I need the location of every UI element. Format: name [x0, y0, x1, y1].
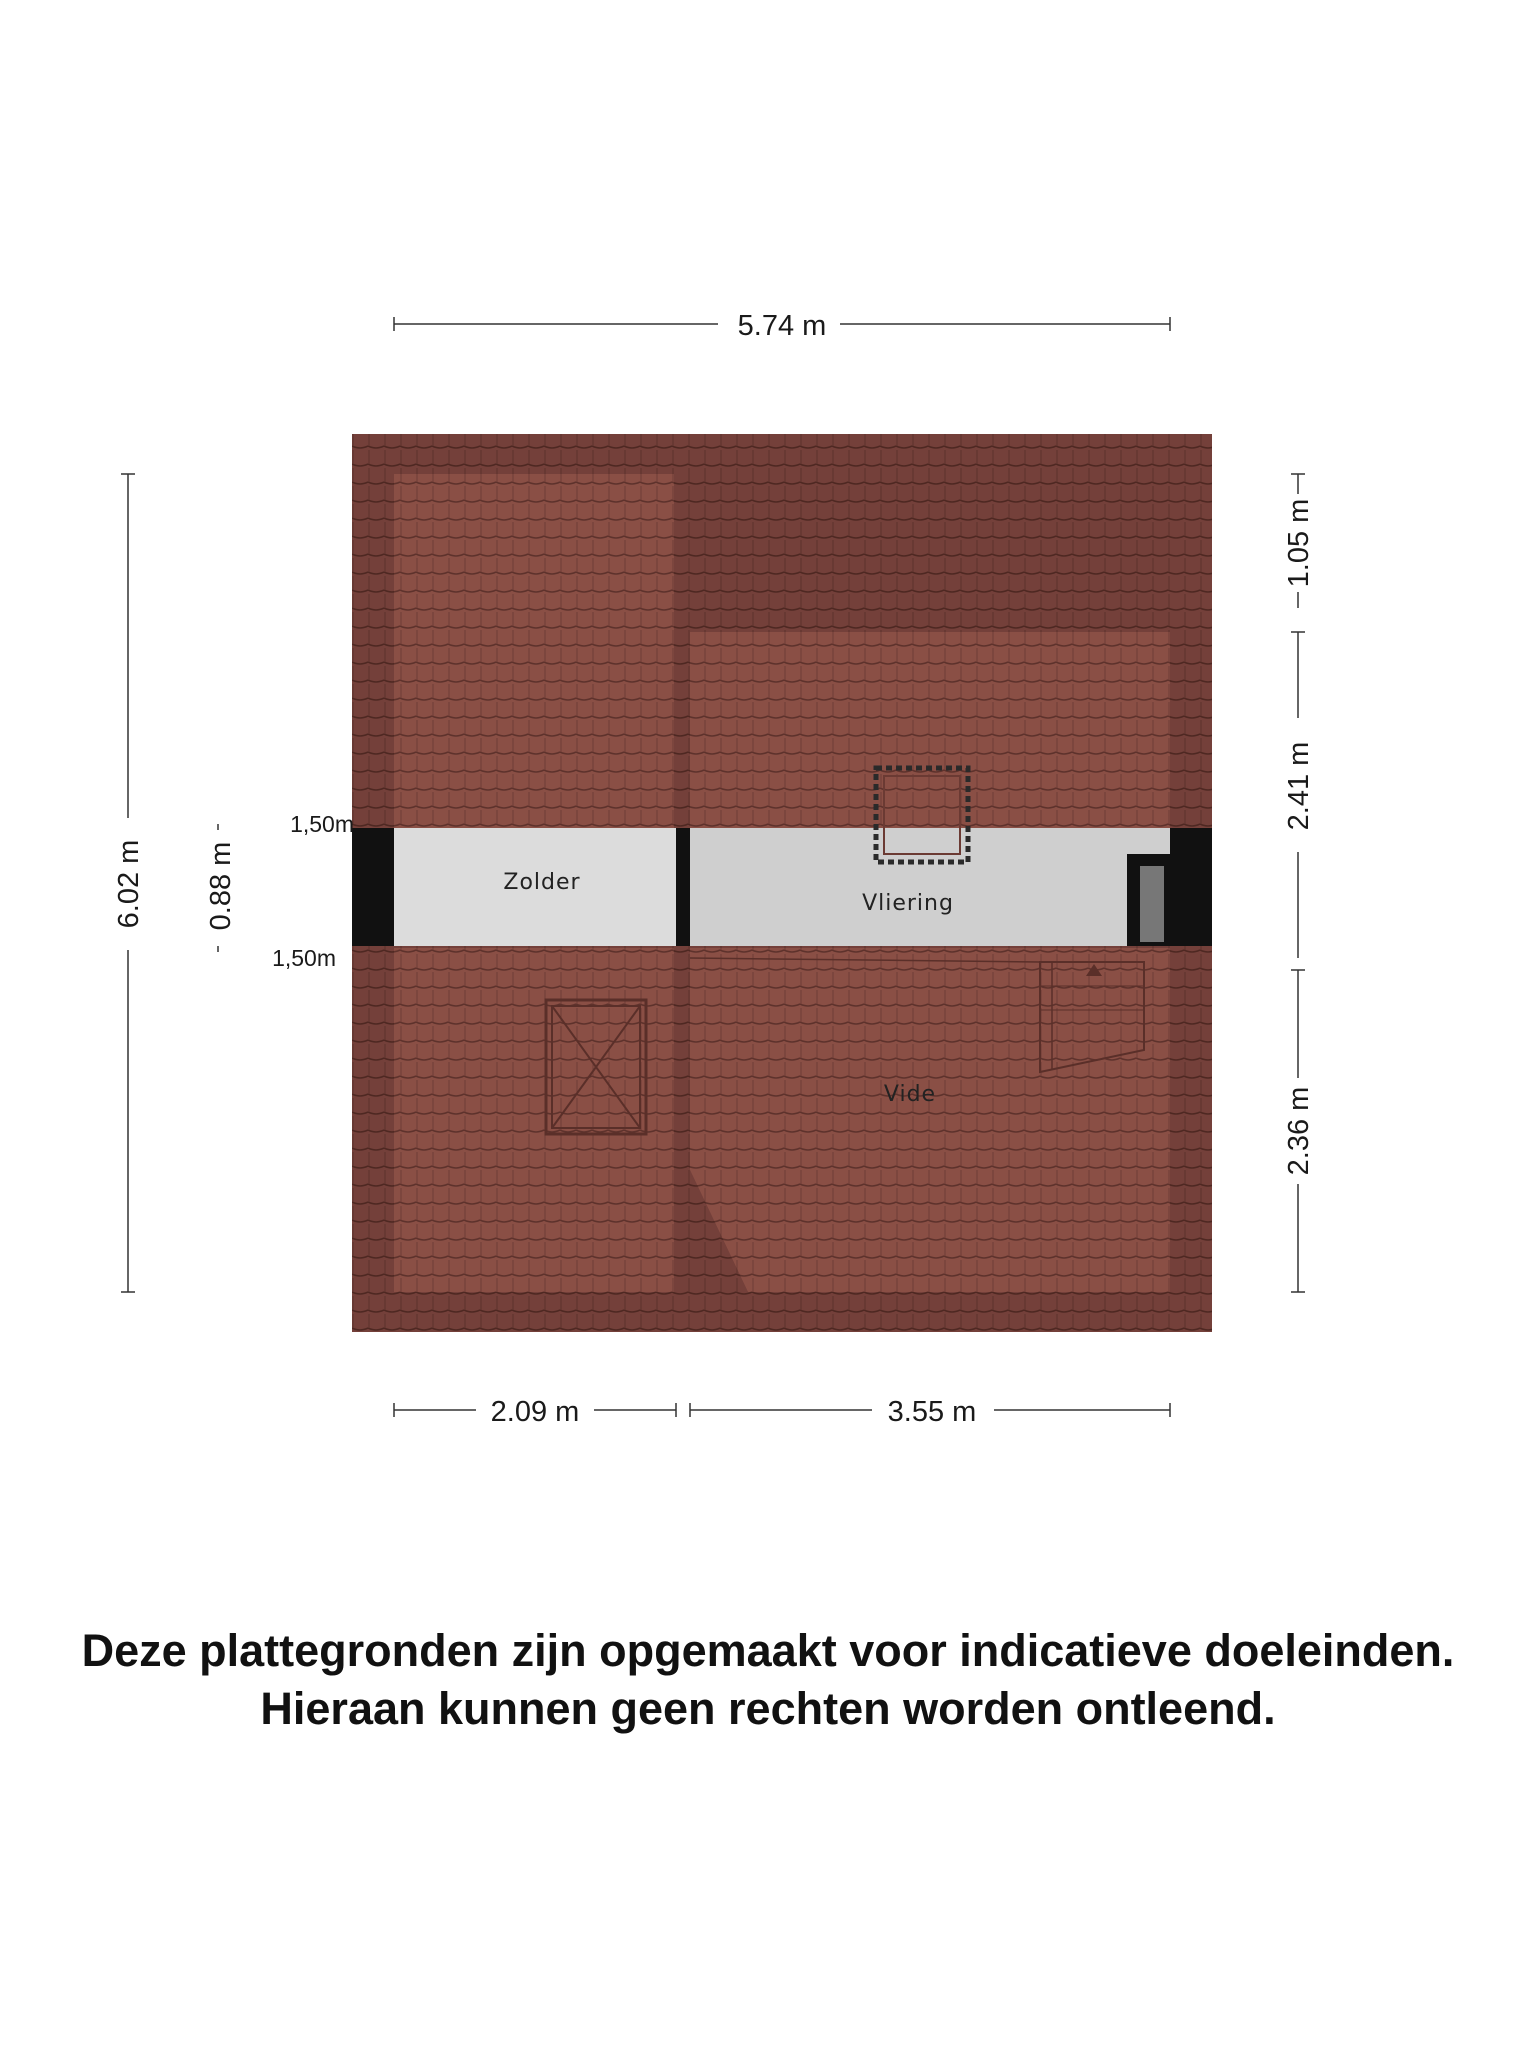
roof-left-upper [394, 474, 674, 828]
dimension-bottom-left-label: 2.09 m [490, 1396, 580, 1428]
wall-left [352, 828, 394, 946]
room-label-vide: Vide [883, 1082, 937, 1107]
room-label-vliering: Vliering [862, 891, 954, 916]
roof-right-lower [690, 948, 1170, 1292]
room-label-zolder: Zolder [503, 870, 581, 895]
disclaimer-line-1: Deze plattegronden zijn opgemaakt voor indicatieve doeleinden. [81, 1625, 1455, 1676]
height-label-lower: 1,50m [272, 945, 336, 971]
dimension-bottom-right-label: 3.55 m [887, 1396, 977, 1428]
dimension-left-label: 6.02 m [113, 839, 145, 929]
height-label-upper: 1,50m [290, 811, 354, 837]
dimension-right-top-label: 1.05 m [1283, 498, 1315, 588]
roof-right-upper-back [690, 474, 1170, 630]
floor-vliering [690, 828, 1170, 946]
roof-right-upper [690, 632, 1170, 828]
chimney-icon [1127, 854, 1173, 946]
dimension-top-label: 5.74 m [737, 310, 827, 342]
dimension-strip-label: 0.88 m [205, 841, 237, 931]
dimension-right-bottom-label: 2.36 m [1283, 1086, 1315, 1176]
wall-divider [676, 828, 690, 946]
wall-right [1170, 828, 1212, 946]
disclaimer-line-2: Hieraan kunnen geen rechten worden ontleend. [260, 1683, 1276, 1734]
dimension-right-middle-label: 2.41 m [1283, 741, 1315, 831]
